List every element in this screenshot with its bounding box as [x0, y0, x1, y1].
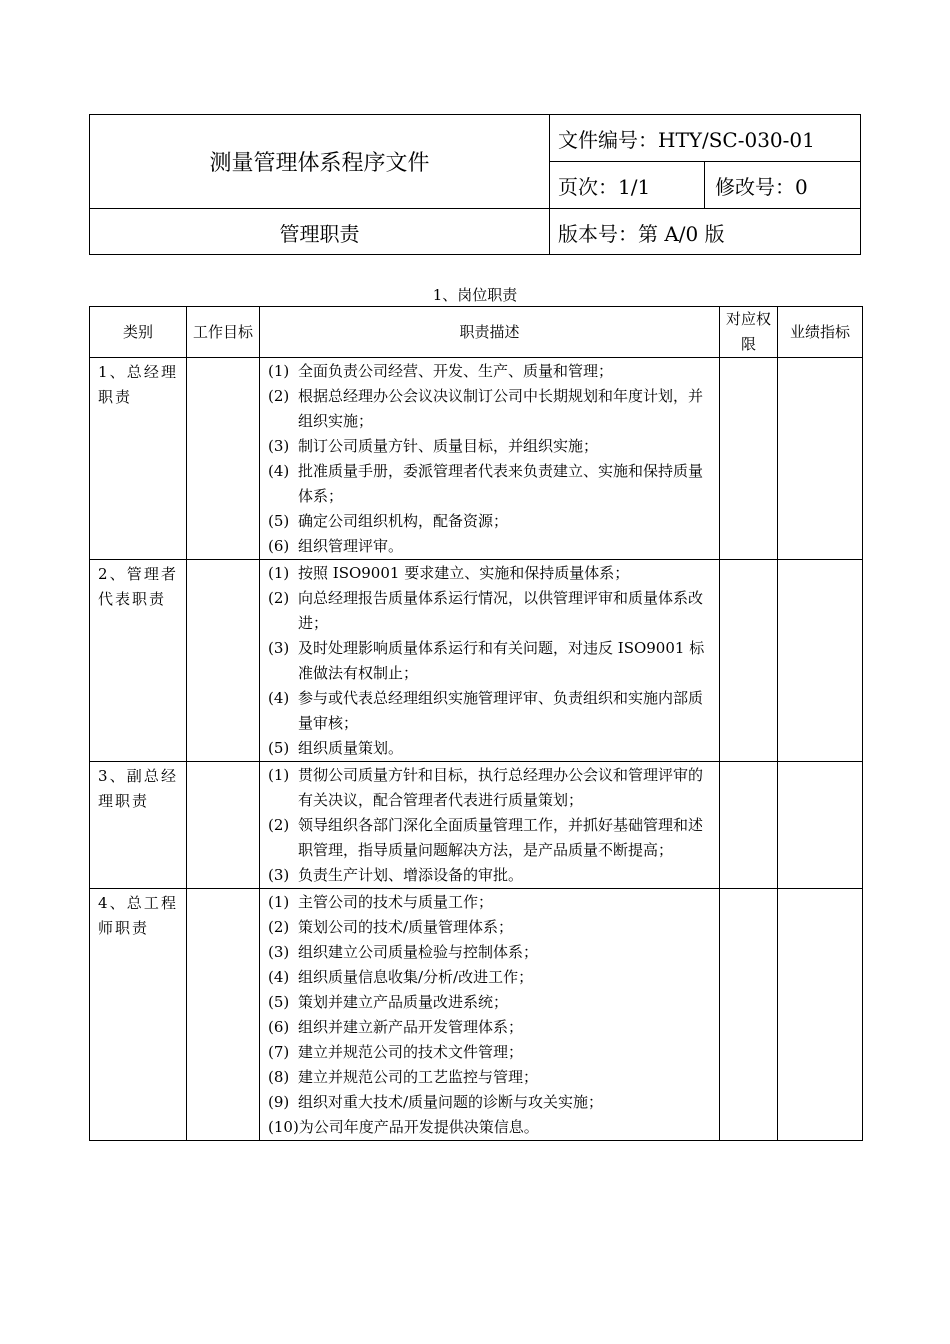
duty-item-number: (1)	[268, 893, 290, 911]
duty-item-text: 建立并规范公司的工艺监控与管理；	[298, 1068, 539, 1086]
duty-item-number: (6)	[268, 1018, 290, 1036]
column-header-kpi: 业绩指标	[778, 307, 863, 358]
duty-item-text: 贯彻公司质量方针和目标，执行总经理办公会议和管理评审的有关决议，配合管理者代表进行质量策划；	[298, 766, 704, 809]
duty-item	[268, 1015, 713, 1040]
duty-item	[268, 1065, 713, 1090]
duty-item-number: (3)	[268, 437, 290, 455]
duty-item-text: 制订公司质量方针、质量目标，并组织实施；	[298, 437, 599, 455]
duty-item-number: (7)	[268, 1043, 290, 1061]
duty-item-number: (2)	[268, 816, 290, 834]
duty-item-number: (6)	[268, 537, 290, 555]
authority-cell	[720, 889, 778, 1141]
duty-item-number: (4)	[268, 462, 290, 480]
column-header-category: 类别	[90, 307, 187, 358]
duty-item-number: (5)	[268, 993, 290, 1011]
duty-description-cell	[260, 358, 720, 560]
duty-item-text: 建立并规范公司的技术文件管理；	[298, 1043, 524, 1061]
duty-item	[268, 763, 713, 813]
duty-item-text: 按照 ISO9001 要求建立、实施和保持质量体系；	[298, 564, 630, 582]
kpi-cell	[778, 762, 863, 889]
duty-item-number: (3)	[268, 866, 290, 884]
duty-item-number: (1)	[268, 766, 290, 784]
duty-item-number: (10)	[268, 1118, 299, 1136]
column-header-duty: 职责描述	[260, 307, 720, 358]
duty-item-text: 及时处理影响质量体系运行和有关问题，对违反 ISO9001 标准做法有权制止；	[298, 639, 705, 682]
duty-item	[268, 736, 713, 761]
duty-item-number: (4)	[268, 968, 290, 986]
duty-item-text: 组织建立公司质量检验与控制体系；	[298, 943, 539, 961]
category-cell: 1、总经理职责	[90, 358, 187, 560]
duty-item	[268, 965, 713, 990]
duties-table	[89, 306, 863, 1141]
kpi-cell	[778, 889, 863, 1141]
category-cell: 3、副总经理职责	[90, 762, 187, 889]
duty-item	[268, 990, 713, 1015]
duty-item	[268, 863, 713, 888]
kpi-cell	[778, 358, 863, 560]
duty-item-number: (3)	[268, 639, 290, 657]
duty-item	[268, 1115, 713, 1140]
table-row	[90, 762, 863, 889]
duty-item-text: 根据总经理办公会议决议制订公司中长期规划和年度计划，并组织实施；	[298, 387, 704, 430]
duty-item-number: (5)	[268, 739, 290, 757]
duty-item-text: 全面负责公司经营、开发、生产、质量和管理；	[298, 362, 614, 380]
document-subtitle: 管理职责	[90, 209, 550, 255]
duty-item	[268, 1090, 713, 1115]
authority-cell	[720, 762, 778, 889]
duty-item	[268, 813, 713, 863]
document-title: 测量管理体系程序文件	[90, 115, 550, 209]
table-row	[90, 889, 863, 1141]
duty-item	[268, 359, 713, 384]
duty-item	[268, 586, 713, 636]
duty-item-number: (1)	[268, 564, 290, 582]
duty-item-number: (3)	[268, 943, 290, 961]
version-number: 版本号：第 A/0 版	[558, 221, 725, 246]
duty-item-number: (2)	[268, 918, 290, 936]
duty-item	[268, 890, 713, 915]
duty-item-number: (2)	[268, 387, 290, 405]
duty-item	[268, 561, 713, 586]
table-header-row	[90, 307, 863, 358]
category-cell: 4、总工程师职责	[90, 889, 187, 1141]
duty-item-text: 确定公司组织机构，配备资源；	[298, 512, 509, 530]
duty-item	[268, 686, 713, 736]
duty-item-text: 策划公司的技术/质量管理体系；	[298, 918, 514, 936]
duty-item-text: 参与或代表总经理组织实施管理评审、负责组织和实施内部质量审核；	[298, 689, 704, 732]
duty-item-number: (9)	[268, 1093, 290, 1111]
section-title: 1、岗位职责	[432, 286, 518, 304]
duty-item-text: 领导组织各部门深化全面质量管理工作，并抓好基础管理和述职管理，指导质量问题解决方法，是产品质量不断提高；	[298, 816, 704, 859]
duty-item	[268, 509, 713, 534]
duty-description-cell	[260, 889, 720, 1141]
goal-cell	[187, 762, 260, 889]
duty-item	[268, 459, 713, 509]
duty-item-text: 向总经理报告质量体系运行情况，以供管理评审和质量体系改进；	[298, 589, 704, 632]
table-row	[90, 358, 863, 560]
duty-item-text: 组织质量策划。	[298, 739, 404, 757]
authority-cell	[720, 560, 778, 762]
column-header-authority: 对应权限	[720, 307, 778, 358]
document-header-table	[89, 114, 861, 255]
duty-description-cell	[260, 560, 720, 762]
table-row	[90, 560, 863, 762]
file-number: 文件编号：HTY/SC-030-01	[550, 115, 861, 162]
category-cell: 2、管理者代表职责	[90, 560, 187, 762]
duties-table-body	[90, 358, 863, 1141]
duty-item-number: (1)	[268, 362, 290, 380]
page-number: 页次：1/1	[550, 162, 705, 209]
duty-item-text: 组织对重大技术/质量问题的诊断与攻关实施；	[298, 1093, 604, 1111]
duty-item-number: (5)	[268, 512, 290, 530]
duty-item	[268, 915, 713, 940]
duty-item-number: (8)	[268, 1068, 290, 1086]
authority-cell	[720, 358, 778, 560]
duty-description-cell	[260, 762, 720, 889]
duty-item	[268, 534, 713, 559]
duty-item	[268, 1040, 713, 1065]
kpi-cell	[778, 560, 863, 762]
duty-item-text: 策划并建立产品质量改进系统；	[298, 993, 509, 1011]
goal-cell	[187, 560, 260, 762]
duty-item-text: 组织质量信息收集/分析/改进工作；	[298, 968, 534, 986]
revision-number: 修改号：0	[705, 162, 861, 209]
duty-item-text: 为公司年度产品开发提供决策信息。	[298, 1118, 539, 1136]
duty-item-text: 负责生产计划、增添设备的审批。	[298, 866, 524, 884]
duty-item-text: 主管公司的技术与质量工作；	[298, 893, 494, 911]
duty-item	[268, 434, 713, 459]
duty-item	[268, 636, 713, 686]
duty-item-text: 组织并建立新产品开发管理体系；	[298, 1018, 524, 1036]
goal-cell	[187, 358, 260, 560]
duty-item-number: (2)	[268, 589, 290, 607]
duty-item-text: 组织管理评审。	[298, 537, 404, 555]
duty-item	[268, 384, 713, 434]
duty-item-number: (4)	[268, 689, 290, 707]
goal-cell	[187, 889, 260, 1141]
column-header-goal: 工作目标	[187, 307, 260, 358]
duty-item	[268, 940, 713, 965]
duty-item-text: 批准质量手册，委派管理者代表来负责建立、实施和保持质量体系；	[298, 462, 704, 505]
